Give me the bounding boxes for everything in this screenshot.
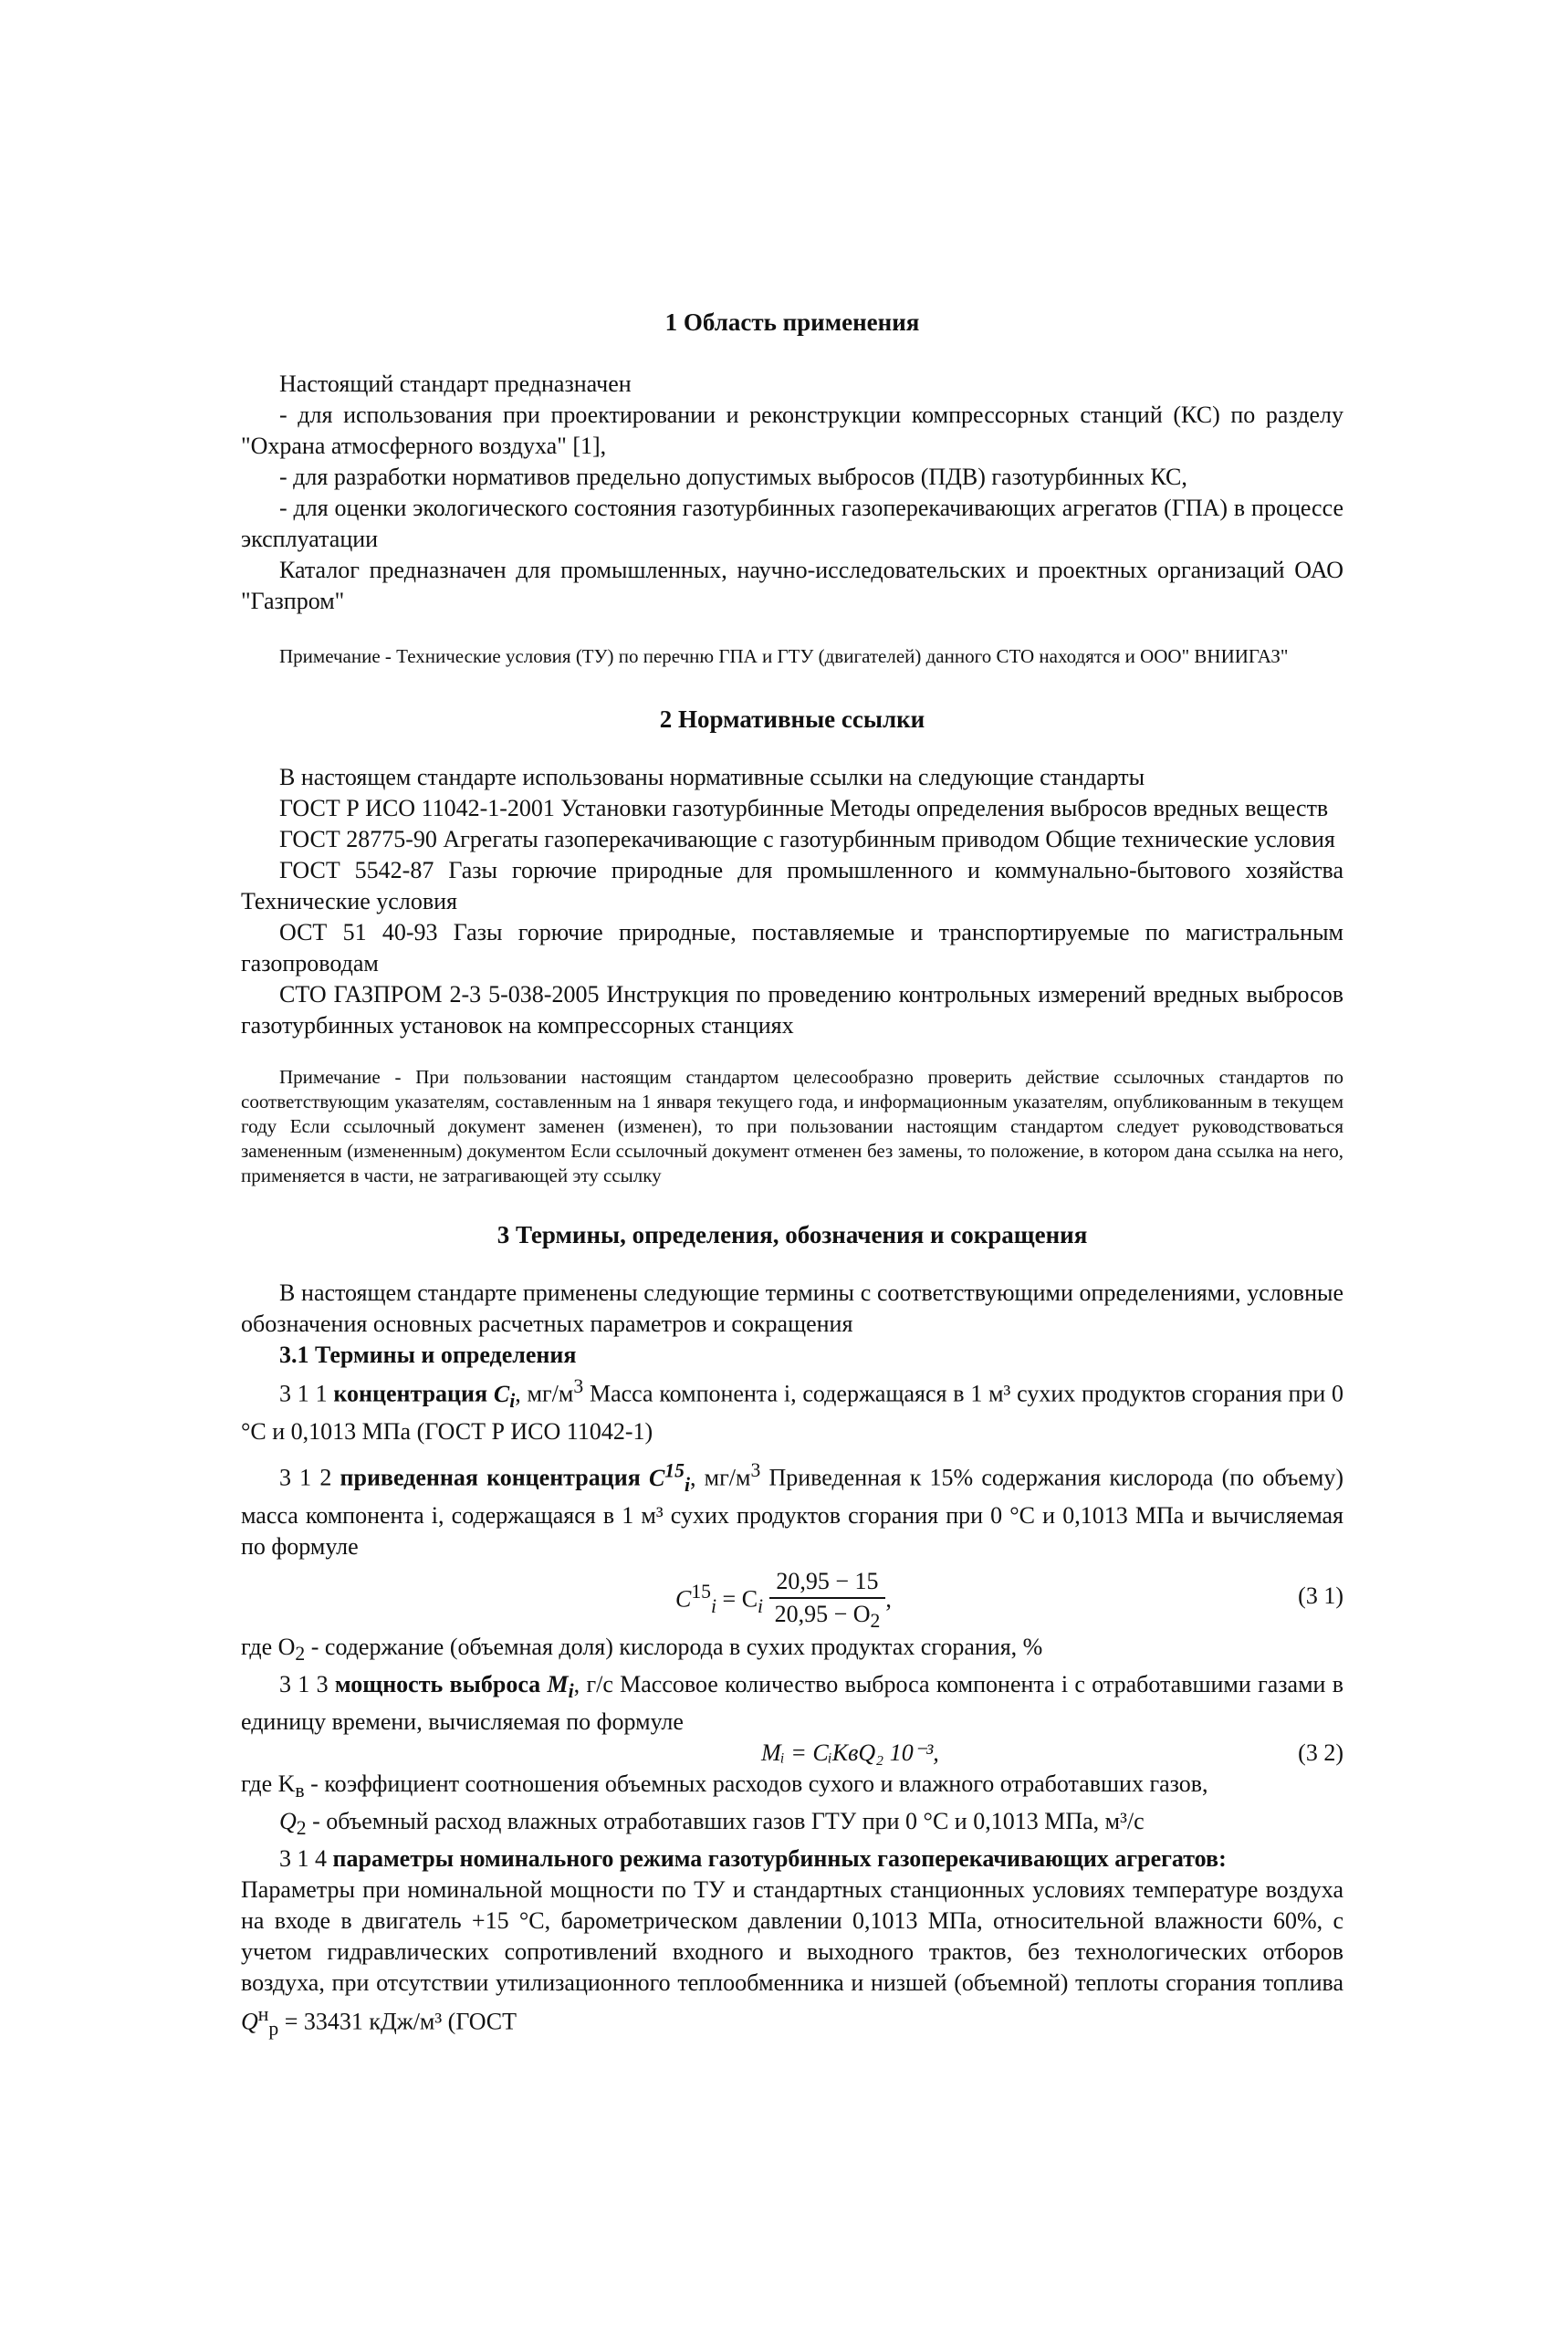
reference-item: ГОСТ 5542-87 Газы горючие природные для промышленного и коммунально-бытового хозяйства Технические условия	[241, 857, 1343, 914]
section-2-title: 2 Нормативные ссылки	[659, 705, 925, 733]
term-3-1-3: 3 1 3 мощность выброса $M_i$, г/с Массовое количество выброса компонента i с отработавшими газами в единицу времени, вычисляемая по формуле	[241, 1670, 1344, 1736]
term-3-1-1: 3 1 1 концентрация $C_i$, $мг/м^3$ Масса компонента i, содержащаяся в 1 м³ сухих продуктов сгорания при 0 °С и 0,1013 МПа (ГОСТ Р ИСО 11042-1)	[241, 1375, 1344, 1445]
section-1-bullet-1: - для использования при проектировании и реконструкции компрессорных станций (КС) по разделу "Охрана атмосферного воздуха" [1],	[241, 402, 1343, 459]
reference-item: ГОСТ Р ИСО 11042-1-2001 Установки газотурбинные Методы определения выбросов вредных веществ	[279, 795, 1329, 821]
o2-definition: где $O_2$ - содержание (объемная доля) кислорода в сухих продуктах сгорания, %	[241, 1633, 1043, 1665]
section-1-title: 1 Область применения	[664, 308, 920, 336]
term-3-1-4-heading: 3 1 4 параметры номинального режима газотурбинных газоперекачивающих агрегатов:	[279, 1845, 1227, 1873]
section-3-title: 3 Термины, определения, обозначения и сокращения	[497, 1221, 1088, 1248]
section-2-intro: В настоящем стандарте использованы нормативные ссылки на следующие стандарты	[279, 764, 1145, 790]
formula-expression: Mᵢ = CᵢKвQ₂ 10⁻³,	[761, 1739, 939, 1767]
subsection-title: 3.1 Термины и определения	[279, 1342, 577, 1368]
formula-numerator: 20,95 − 15	[769, 1566, 886, 1599]
equation-number: (3 1)	[1298, 1582, 1343, 1609]
reference-item: ГОСТ 28775-90 Агрегаты газоперекачивающие с газотурбинным приводом Общие технические условия	[279, 826, 1335, 852]
reference-item: ОСТ 51 40-93 Газы горючие природные, поставляемые и транспортируемые по магистральным газопроводам	[241, 919, 1343, 977]
formula-3-2	[241, 1738, 1343, 1769]
document-page	[241, 307, 1343, 2044]
section-1-intro: Настоящий стандарт предназначен	[279, 371, 632, 397]
section-1-note: Примечание - Технические условия (ТУ) по перечню ГПА и ГТУ (двигателей) данного СТО находятся и ООО" ВНИИГАЗ"	[279, 645, 1289, 667]
section-3-intro: В настоящем стандарте применены следующие термины с соответствующими определениями, условные обозначения основных расчетных параметров и сокращения	[241, 1279, 1343, 1337]
kv-definition: где $K_в$ - коэффициент соотношения объемных расходов сухого и влажного отработавших газов,	[241, 1770, 1208, 1802]
section-1-catalog: Каталог предназначен для промышленных, научно-исследовательских и проектных организаций ОАО "Газпром"	[241, 557, 1343, 614]
section-2-note: Примечание - При пользовании настоящим стандартом целесообразно проверить действие ссылочных стандартов по соответствующим указателям, составленным на 1 января текущего года, и информационным указателям, опубликованным в текущем году Если ссылочный документ заменен (изменен), то при пользовании настоящим стандартом следует руководствоваться замененным (измененным) документом Если ссылочный документ отменен без замены, то положение, в котором дана ссылка на него, применяется в части, не затрагивающей эту ссылку	[241, 1066, 1343, 1186]
term-3-1-4-text: Параметры при номинальной мощности по ТУ и стандартных станционных условиях температуре воздуха на входе в двигатель +15 °С, барометрическом давлении 0,1013 МПа, относительной влажности 60%, с учетом гидравлических сопротивлений входного и выходного трактов, без технологических отборов воздуха, при отсутствии утилизационного теплообменника и низшей (объемной) теплоты сгорания топлива $Q^н_р = 33431$ кДж/м³ (ГОСТ	[241, 1876, 1343, 2041]
q2-definition: $Q_2$ - объемный расход влажных отработавших газов ГТУ при 0 °С и 0,1013 МПа, м³/с	[279, 1808, 1145, 1840]
formula-3-1: $C^{15}_i = C_i$ $\frac{20,95 - 15}{20,95 - O_2}$ , (3 1)	[241, 1562, 1343, 1632]
section-1-bullet-3: - для оценки экологического состояния газотурбинных газоперекачивающих агрегатов (ГПА) в процессе эксплуатации	[241, 495, 1343, 552]
term-3-1-2: 3 1 2 приведенная концентрация $C^{15}_i$, $мг/м^3$ Приведенная к 15% содержания кислорода (по объему) масса компонента i, содержащаяся в 1 м³ сухих продуктов сгорания при 0 °С и 0,1013 МПа и вычисляемая по формуле	[241, 1458, 1344, 1560]
reference-item: СТО ГАЗПРОМ 2-3 5-038-2005 Инструкция по проведению контрольных измерений вредных выбросов газотурбинных установок на компрессорных станциях	[241, 981, 1343, 1039]
formula-denominator: $20,95 - O_2$	[774, 1600, 881, 1632]
section-1-bullet-2: - для разработки нормативов предельно допустимых выбросов (ПДВ) газотурбинных КС,	[279, 464, 1187, 490]
equation-number: (3 2)	[1298, 1739, 1343, 1767]
